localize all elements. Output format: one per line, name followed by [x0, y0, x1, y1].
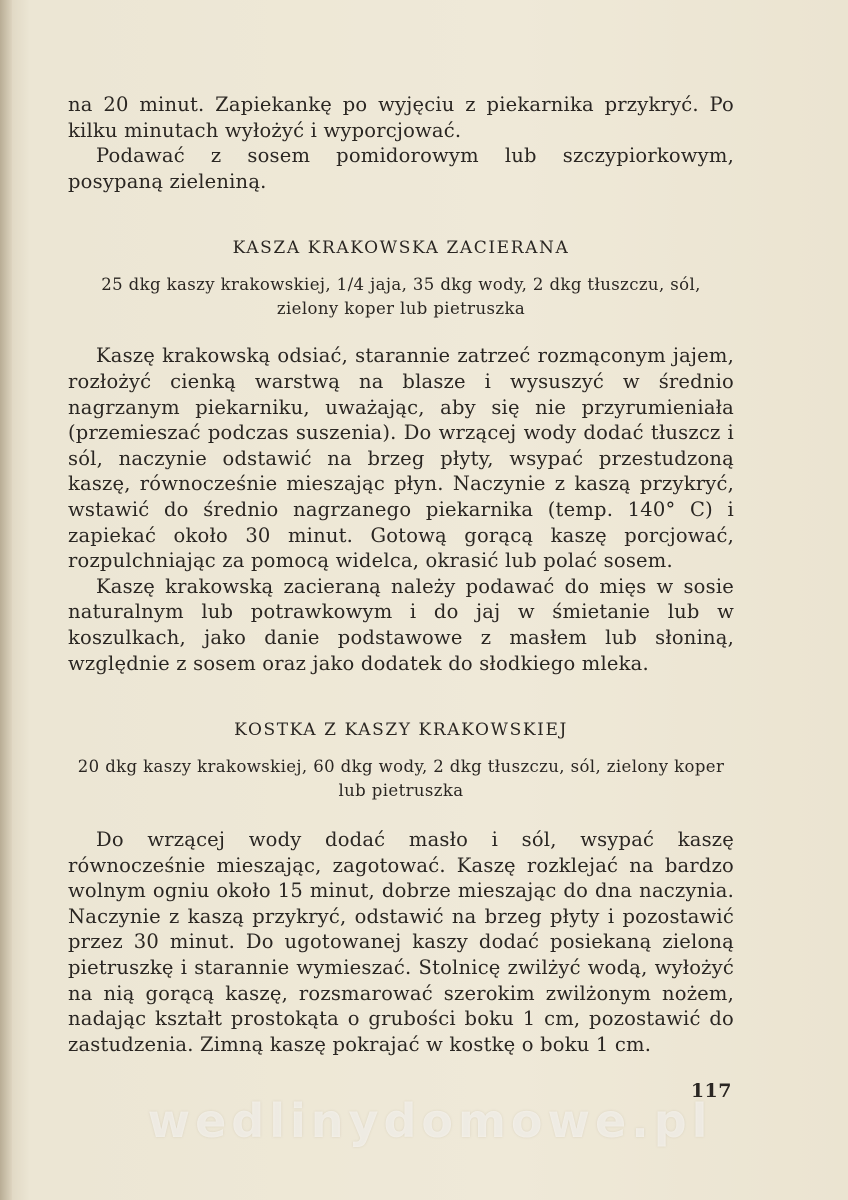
recipe-ingredients: 25 dkg kaszy krakowskiej, 1/4 jaja, 35 dkg wody, 2 dkg tłuszczu, sól, zielony koper lub pietruszka [101, 275, 701, 319]
serving-paragraph: Podawać z sosem pomidorowym lub szczypiorkowym, posypaną zieleniną. [68, 144, 734, 193]
recipe-method-paragraph: Kaszę krakowską odsiać, starannie zatrzeć rozmąconym jajem, rozłożyć cienką warstwą na blasze i wysuszyć w średnio nagrzanym piekarniku, uważając, aby się nie przyrumieniała (przemieszać podczas suszenia). Do wrzącej wody dodać tłuszcz i sól, naczynie odstawić na brzeg płyty, wsypać przestudzoną kaszę, równocześnie mieszając płyn. Naczynie z kaszą przykryć, wstawić do średnio nagrzanego piekarnika (temp. 140° C) i zapiekać około 30 minut. Gotową gorącą kaszę porcjować, rozpulchniając za pomocą widelca, okrasić lub polać sosem. [68, 344, 734, 573]
recipe-ingredients: 20 dkg kaszy krakowskiej, 60 dkg wody, 2 dkg tłuszczu, sól, zielony koper lub pietruszka [77, 757, 725, 801]
recipe-title: KOSTKA Z KASZY KRAKOWSKIEJ [234, 720, 568, 741]
recipe-title: KASZA KRAKOWSKA ZACIERANA [232, 238, 570, 259]
watermark: wedlinydomowe.pl [147, 1094, 713, 1148]
page-number: 117 [690, 1080, 732, 1102]
recipe-method-paragraph: Do wrzącej wody dodać masło i sól, wsypać kaszę równocześnie mieszając, zagotować. Kaszę rozklejać na bardzo wolnym ogniu około 15 minut, dobrze mieszając do dna naczynia. Naczynie z kaszą przykryć, odstawić na brzeg płyty i pozostawić przez 30 minut. Do ugotowanej kaszy dodać posiekaną zieloną pietruszkę i starannie wymieszać. Stolnicę zwilżyć wodą, wyłożyć na nią gorącą kaszę, rozsmarować szerokim zwilżonym nożem, nadając kształt prostokąta o grubości boku 1 cm, pozostawić do zastudzenia. Zimną kaszę pokrajać w kostkę o boku 1 cm. [68, 828, 734, 1056]
recipe-serving-paragraph: Kaszę krakowską zacieraną należy podawać do mięs w sosie naturalnym lub potrawkowym i do jaj w śmietanie lub w koszulkach, jako danie podstawowe z masłem lub słoniną, względnie z sosem oraz jako dodatek do słodkiego mleka. [68, 574, 734, 675]
intro-paragraph: na 20 minut. Zapiekankę po wyjęciu z piekarnika przykryć. Po kilku minutach wyłożyć i wyporcjować. [68, 93, 734, 142]
book-spine-shadow [0, 0, 12, 1200]
page-content [68, 92, 734, 1057]
